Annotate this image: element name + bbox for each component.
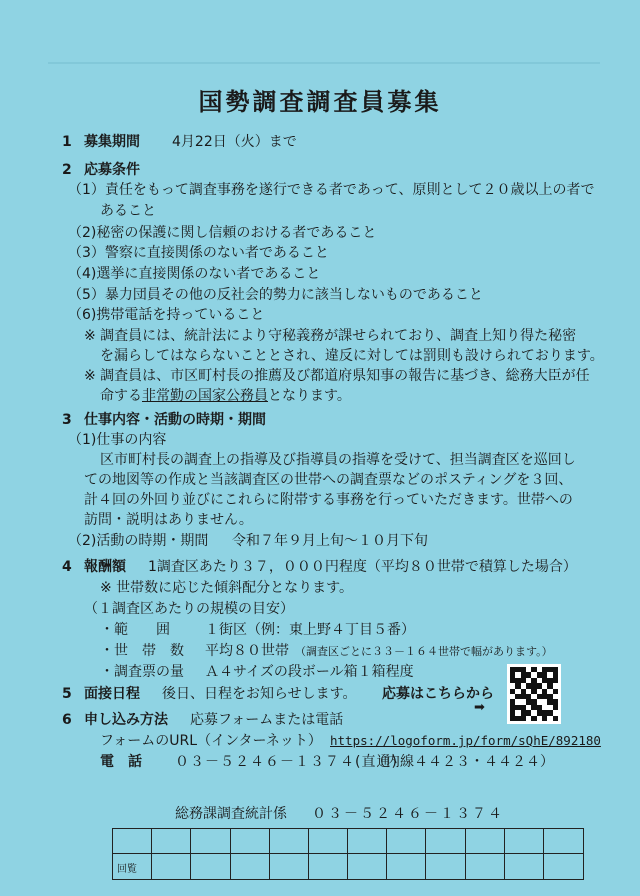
section-1-heading: 募集期間 — [84, 134, 140, 150]
phone-label: 電 話 — [100, 754, 142, 770]
compensation-text: 1調査区あたり３７，０００円程度（平均８０世帯で積算した場合） — [148, 559, 577, 575]
contact-department: 総務課調査統計係 — [175, 806, 287, 822]
body-text: ての地図等の作成と当該調査区の世帯への調査票などのポスティングを３回、 — [84, 472, 573, 488]
body-text: 計４回の外回り並びにこれらに附帯する事務を行っていただきます。世帯への — [84, 492, 573, 508]
section-6-heading: 申し込み方法 — [84, 712, 168, 728]
form-url-link[interactable]: https://logoform.jp/form/sQhE/892180 — [330, 733, 601, 748]
section-5-number: 5 — [62, 686, 72, 702]
section-3-heading: 仕事内容・活動の時期・期間 — [84, 412, 266, 428]
scale-label: ・世 帯 数 — [100, 643, 184, 659]
section-4-heading: 報酬額 — [84, 559, 126, 575]
note-text: ※ 調査員は、市区町村長の推薦及び都道府県知事の報告に基づき、総務大臣が任 — [84, 368, 590, 384]
scale-label: ・調査票の量 — [100, 664, 184, 680]
section-3-number: 3 — [62, 412, 72, 428]
condition-item: あること — [100, 203, 156, 219]
body-text: 区市町村長の調査上の指導及び指導員の指導を受けて、担当調査区を巡回し — [100, 452, 576, 468]
scale-value: Ａ４サイズの段ボール箱１箱程度 — [205, 664, 414, 680]
qr-code-icon[interactable] — [507, 664, 561, 724]
page-title: 国勢調査調査員募集 — [198, 88, 442, 116]
qr-label: 応募はこちらから — [382, 686, 494, 702]
condition-item: （3）警察に直接関係のない者であること — [68, 245, 329, 261]
scale-value: 平均８０世帯 — [205, 643, 289, 659]
condition-item: （4)選挙に直接関係のない者であること — [68, 266, 321, 282]
phone-number: ０３－５２４６－１３７４(直通) — [175, 754, 398, 770]
contact-phone: ０３－５２４６－１３７４ — [312, 806, 504, 822]
condition-item: （5）暴力団員その他の反社会的勢力に該当しないものであること — [68, 287, 483, 303]
section-1-number: 1 — [62, 134, 72, 150]
subheading: （１調査区あたりの規模の目安） — [84, 601, 294, 617]
scan-artifact — [48, 62, 600, 64]
condition-item: （6)携帯電話を持っていること — [68, 307, 265, 323]
note-text: を漏らしてはならないこととされ、違反に対しては罰則も設けられております。 — [100, 348, 604, 364]
section-2-number: 2 — [62, 162, 72, 178]
section-6-number: 6 — [62, 712, 72, 728]
interview-text: 後日、日程をお知らせします。 — [162, 686, 357, 702]
application-methods: 応募フォームまたは電話 — [190, 712, 344, 728]
note-text-suffix: となります。 — [268, 388, 351, 404]
body-text: 訪問・説明はありません。 — [84, 512, 253, 528]
section-4-number: 4 — [62, 559, 72, 575]
section-5-heading: 面接日程 — [84, 686, 140, 702]
subheading: （1)仕事の内容 — [68, 432, 167, 448]
note-emphasis: 非常勤の国家公務員 — [142, 388, 268, 404]
scale-label: ・範 囲 — [100, 622, 170, 638]
section-2-heading: 応募条件 — [84, 162, 140, 178]
note-text: ※ 世帯数に応じた傾斜配分となります。 — [100, 580, 354, 596]
scale-note: （調査区ごとに３３－１６４世帯で幅があります。） — [295, 645, 553, 658]
note-text: ※ 調査員には、統計法により守秘義務が課せられており、調査上知り得た秘密 — [84, 328, 577, 344]
arrow-right-icon: ➡ — [474, 700, 485, 715]
condition-item: （1）責任をもって調査事務を遂行できる者であって、原則として２０歳以上の者で — [68, 182, 595, 198]
activity-period: 令和７年９月上旬～１０月下旬 — [232, 533, 428, 549]
approval-stamp-table — [112, 828, 584, 880]
scale-value: １街区（例：東上野４丁目５番） — [205, 622, 415, 638]
note-text — [100, 386, 351, 406]
section-1-text: 4月22日（火）まで — [172, 134, 297, 150]
note-text-prefix: 命する — [100, 388, 142, 404]
form-url-label: フォームのURL（インターネット） — [100, 733, 322, 749]
condition-item: （2)秘密の保護に関し信頼のおける者であること — [68, 225, 377, 241]
subheading: （2)活動の時期・期間 — [68, 533, 209, 549]
approval-label: 回覧 — [117, 864, 137, 875]
phone-extension: （内線４４２３・４４２４） — [372, 754, 554, 770]
